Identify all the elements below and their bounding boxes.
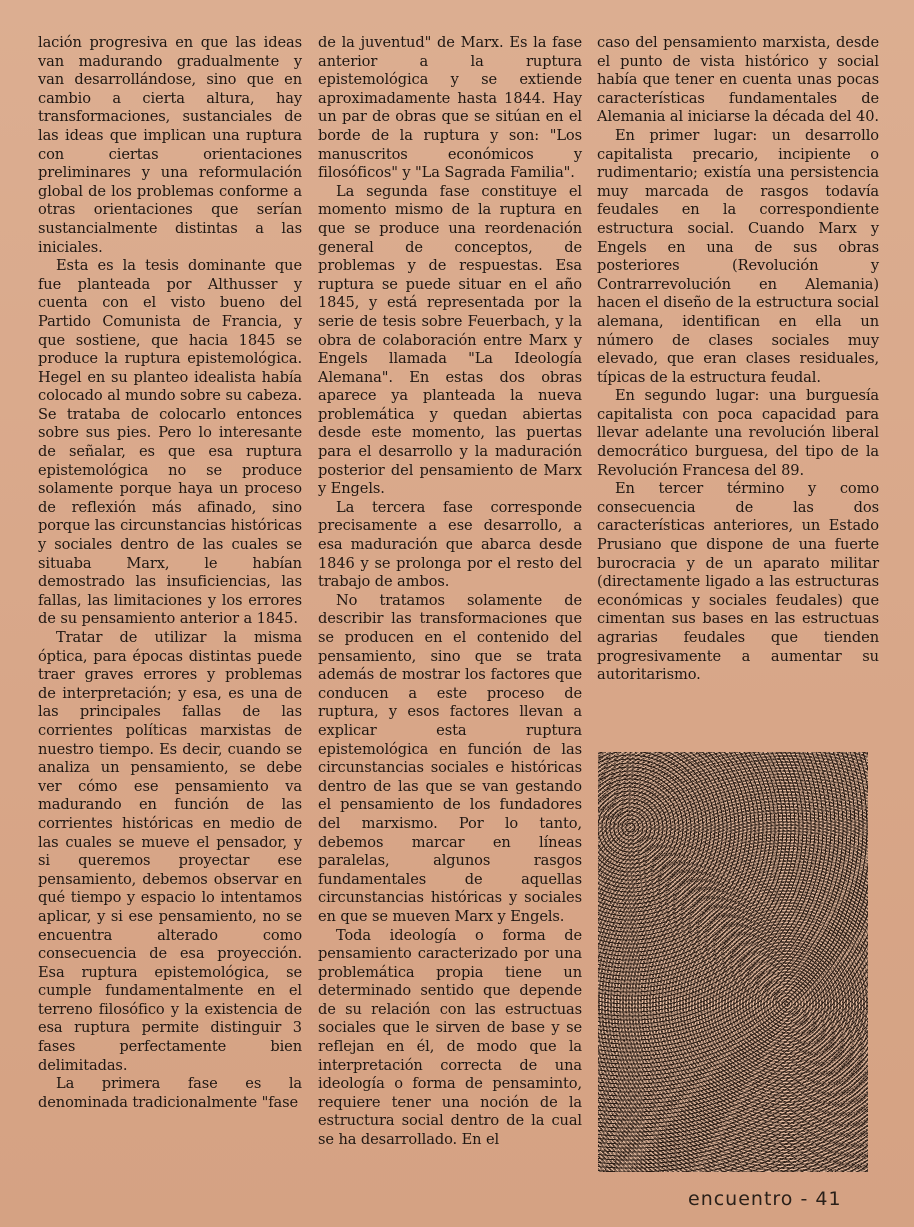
text-column-3 xyxy=(597,34,879,685)
paragraph: No tratamos solamente de describir las transformaciones que se producen en el contenido del pensamiento, sino que se trata además de mostrar los factores que conducen a este proceso de ruptura, y esos factores llevan a explicar esta ruptura epistemológica en función de las circunstancias sociales e históricas dentro de las que se van gestando el pensamiento de los fundadores del marxismo. Por lo tanto, debemos marcar en líneas paralelas, algunos rasgos fundamentales de aquellas circunstancias históricas y sociales en que se mueven Marx y Engels. xyxy=(318,591,582,925)
paragraph: de la juventud" de Marx. Es la fase anterior a la ruptura epistemológica y se extiende aproximadamente hasta 1844. Hay un par de obras que se sitúan en el borde de la ruptura y son: "Los manuscritos económicos y filosóficos" y "La Sagrada Familia". xyxy=(318,34,582,182)
footer-separator: - xyxy=(800,1188,809,1210)
halftone-photo xyxy=(598,752,868,1172)
paragraph: La tercera fase corresponde precisamente a ese desarrollo, a esa maduración que abarca desde 1846 y se prolonga por el resto del trabajo de ambos. xyxy=(318,498,582,591)
paragraph: Esta es la tesis dominante que fue planteada por Althusser y cuenta con el visto bueno del Partido Comunista de Francia, y que sostiene, que hacia 1845 se produce la ruptura epistemológica. Hegel en su planteo idealista había colocado al mundo sobre su cabeza. Se trataba de colocarlo entonces sobre sus pies. Pero lo interesante de señalar, es que esa ruptura epistemológica no se produce solamente porque haya un proceso de reflexión más afinado, sino porque las circunstancias históricas y sociales dentro de las cuales se situaba Marx, le habían demostrado las insuficiencias, las fallas, las limitaciones y los errores de su pensamiento anterior a 1845. xyxy=(38,257,302,628)
paragraph: lación progresiva en que las ideas van madurando gradualmente y van desarrollándose, sino que en cambio a cierta altura, hay transformaciones, sustanciales de las ideas que implican una ruptura con ciertas orientaciones preliminares y una reformulación global de los problemas conforme a otras orientaciones que serían sustancialmente distintas a las iniciales. xyxy=(38,34,302,256)
paragraph: Toda ideología o forma de pensamiento caracterizado por una problemática propia tiene un determinado sentido que depende de su relación con las estructuas sociales que le sirven de base y se reflejan en él, de modo que la interpretación correcta de una ideología o forma de pensaminto, requiere tener una noción de la estructura social dentro de la cual se ha desarrollado. En el xyxy=(318,926,582,1149)
paragraph: La segunda fase constituye el momento mismo de la ruptura en que se produce una reordenación general de conceptos, de problemas y de respuestas. Esa ruptura se puede situar en el año 1845, y está representada por la serie de tesis sobre Feuerbach, y la obra de colaboración entre Marx y Engels llamada "La Ideología Alemana". En estas dos obras aparece ya planteada la nueva problemática y quedan abiertas desde este momento, las puertas para el desarrollo y la maduración posterior del pensamiento de Marx y Engels. xyxy=(318,182,582,498)
text-column-2 xyxy=(318,34,582,1150)
text-column-1 xyxy=(38,34,302,1112)
paragraph: En tercer término y como consecuencia de las dos características anteriores, un Estado Prusiano que dispone de una fuerte burocracia y de un aparato militar (directamente ligado a las estructuras económicas y sociales feudales) que cimentan sus bases en las estructuas agrarias feudales que tienden progresivamente a aumentar su autoritarismo. xyxy=(597,480,879,684)
page-footer xyxy=(688,1188,842,1210)
paragraph: En primer lugar: un desarrollo capitalista precario, incipiente o rudimentario; existía una persistencia muy marcada de rasgos todavía feudales en la correspondiente estructura social. Cuando Marx y Engels en una de sus obras posteriores (Revolución y Contrarrevolución en Alemania) hacen el diseño de la estructura social alemana, identifican en ella un número de clases sociales muy elevado, que eran clases residuales, típicas de la estructura feudal. xyxy=(597,126,879,386)
paragraph: caso del pensamiento marxista, desde el punto de vista histórico y social había que tener en cuenta unas pocas características fundamentales de Alemania al iniciarse la década del 40. xyxy=(597,34,879,126)
paragraph: En segundo lugar: una burguesía capitalista con poca capacidad para llevar adelante una revolución liberal democrático burguesa, del tipo de la Revolución Francesa del 89. xyxy=(597,387,879,479)
page-number: 41 xyxy=(815,1188,842,1210)
magazine-name: encuentro xyxy=(688,1188,794,1210)
paragraph: Tratar de utilizar la misma óptica, para épocas distintas puede traer graves errores y problemas de interpretación; y esa, es una de las principales fallas de las corrientes políticas marxistas de nuestro tiempo. Es decir, cuando se analiza un pensamiento, se debe ver cómo ese pensamiento va madurando en función de las corrientes históricas en medio de las cuales se mueve el pensador, y si queremos proyectar ese pensamiento, debemos observar en qué tiempo y espacio lo intentamos aplicar, y si ese pensamiento, no se encuentra alterado como consecuencia de esa proyección. Esa ruptura epistemológica, se cumple fundamentalmente en el terreno filosófico y la existencia de esa ruptura permite distinguir 3 fases perfectamente bien delimitadas. xyxy=(38,629,302,1074)
paragraph: La primera fase es la denominada tradicionalmente "fase xyxy=(38,1075,302,1111)
